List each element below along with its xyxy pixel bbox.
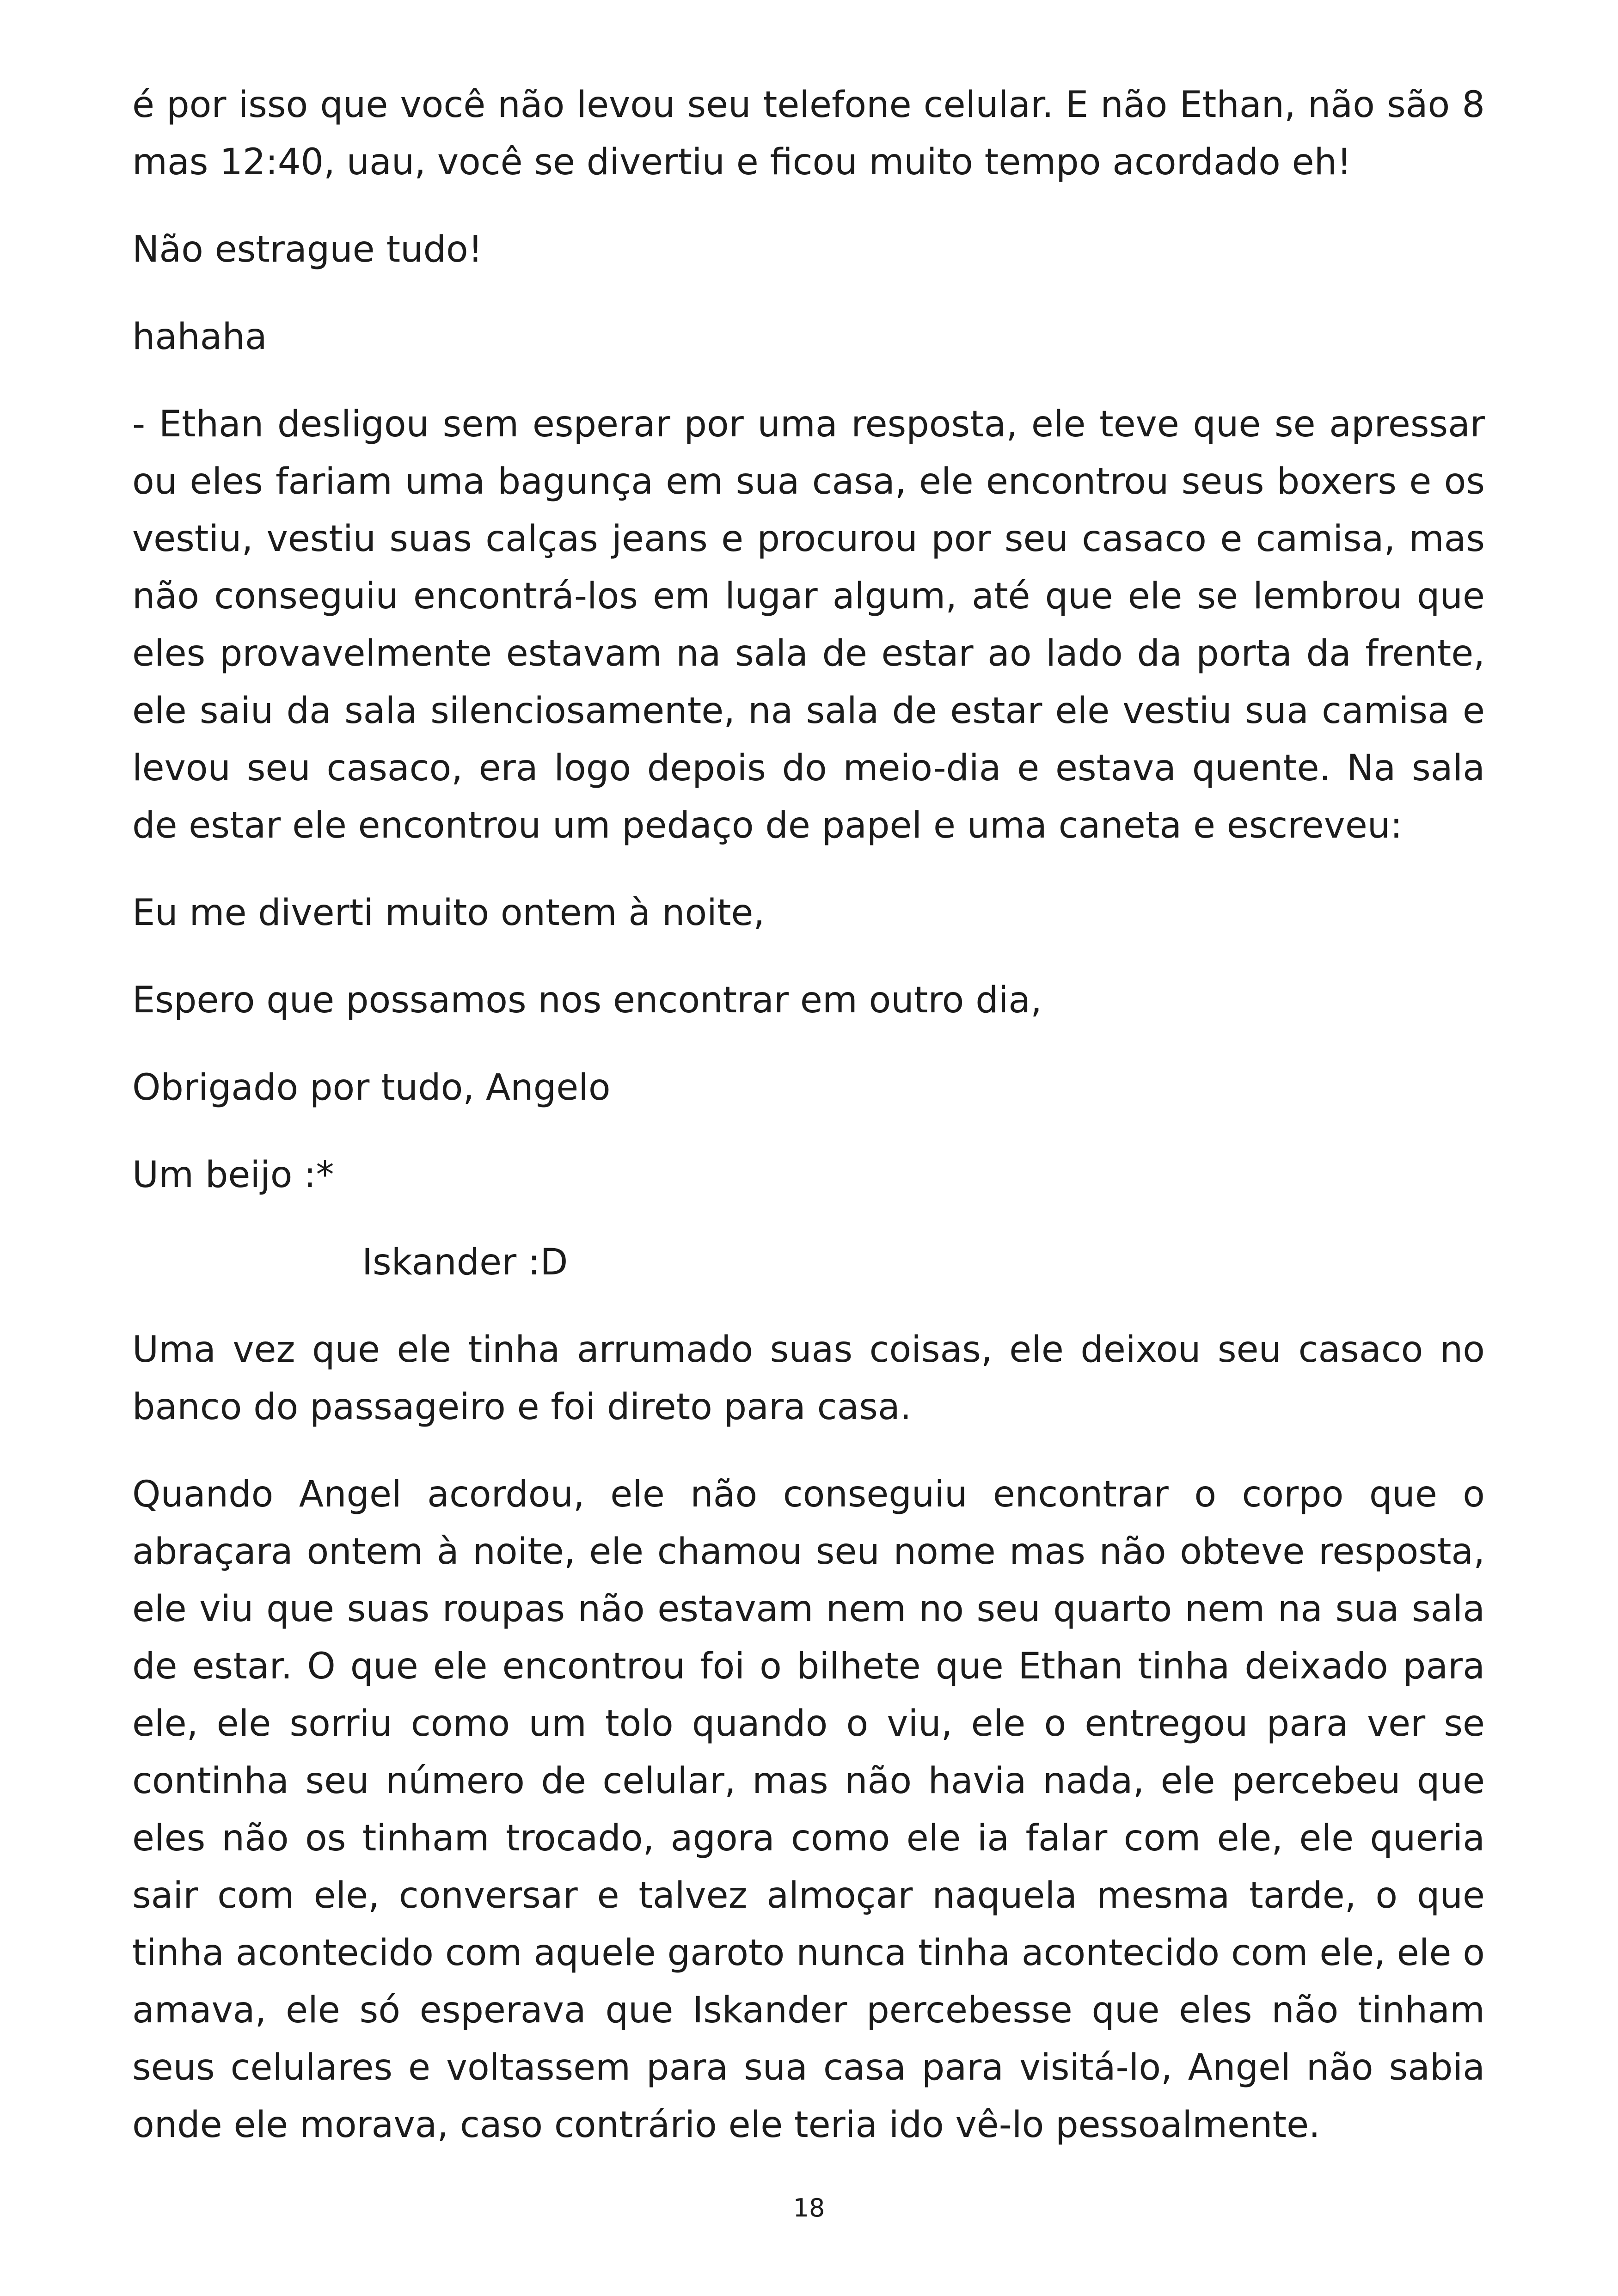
body-text [132, 76, 1485, 2184]
paragraph-angel-wakes: Quando Angel acordou, ele não conseguiu encontrar o corpo que o abraçara ontem à noite, ele chamou seu nome mas não obteve resposta, ele viu que suas roupas não estavam nem no seu quarto nem na sua sala de estar. O que ele encontrou foi o bilhete que Ethan tinha deixado para ele, ele sorriu como um tolo quando o viu, ele o entregou para ver se continha seu número de celular, mas não havia nada, ele percebeu que eles não os tinham trocado, agora como ele ia falar com ele, ele queria sair com ele, conversar e talvez almoçar naquela mesma tarde, o que tinha acontecido com aquele garoto nunca tinha acontecido com ele, ele o amava, ele só esperava que Iskander percebesse que eles não tinham seus celulares e voltassem para sua casa para visitá-lo, Angel não sabia onde ele morava, caso contrário ele teria ido vê-lo pessoalmente. [132, 1474, 1485, 2146]
paragraph-ethan-leaves: - Ethan desligou sem esperar por uma resposta, ele teve que se apressar ou eles fariam uma bagunça em sua casa, ele encontrou seus boxers e os vestiu, vestiu suas calças jeans e procurou por seu casaco e camisa, mas não conseguiu encontrá-los em lugar algum, até que ele se lembrou que eles provavelmente estavam na sala de estar ao lado da porta da frente, ele saiu da sala silenciosamente, na sala de estar ele vestiu sua camisa e levou seu casaco, era logo depois do meio-dia e estava quente. Na sala de estar ele encontrou um pedaço de papel e uma caneta e escreveu: [132, 404, 1485, 846]
page-number: 18 [793, 2193, 825, 2223]
note-signature: Iskander :D [362, 1242, 568, 1283]
paragraph-phone-dialogue: é por isso que você não levou seu telefone celular. E não Ethan, não são 8 mas 12:40, uau, você se divertiu e ficou muito tempo acordado eh! [132, 84, 1485, 183]
paragraph-drives-home: Uma vez que ele tinha arrumado suas coisas, ele deixou seu casaco no banco do passageiro e foi direto para casa. [132, 1329, 1485, 1428]
note-line-thanks: Obrigado por tudo, Angelo [132, 1067, 611, 1108]
paragraph-laugh: hahaha [132, 316, 267, 358]
note-line-fun: Eu me diverti muito ontem à noite, [132, 892, 765, 934]
paragraph-dont-ruin: Não estrague tudo! [132, 229, 483, 270]
note-line-meet-again: Espero que possamos nos encontrar em outro dia, [132, 980, 1042, 1021]
note-line-kiss: Um beijo :* [132, 1154, 334, 1196]
